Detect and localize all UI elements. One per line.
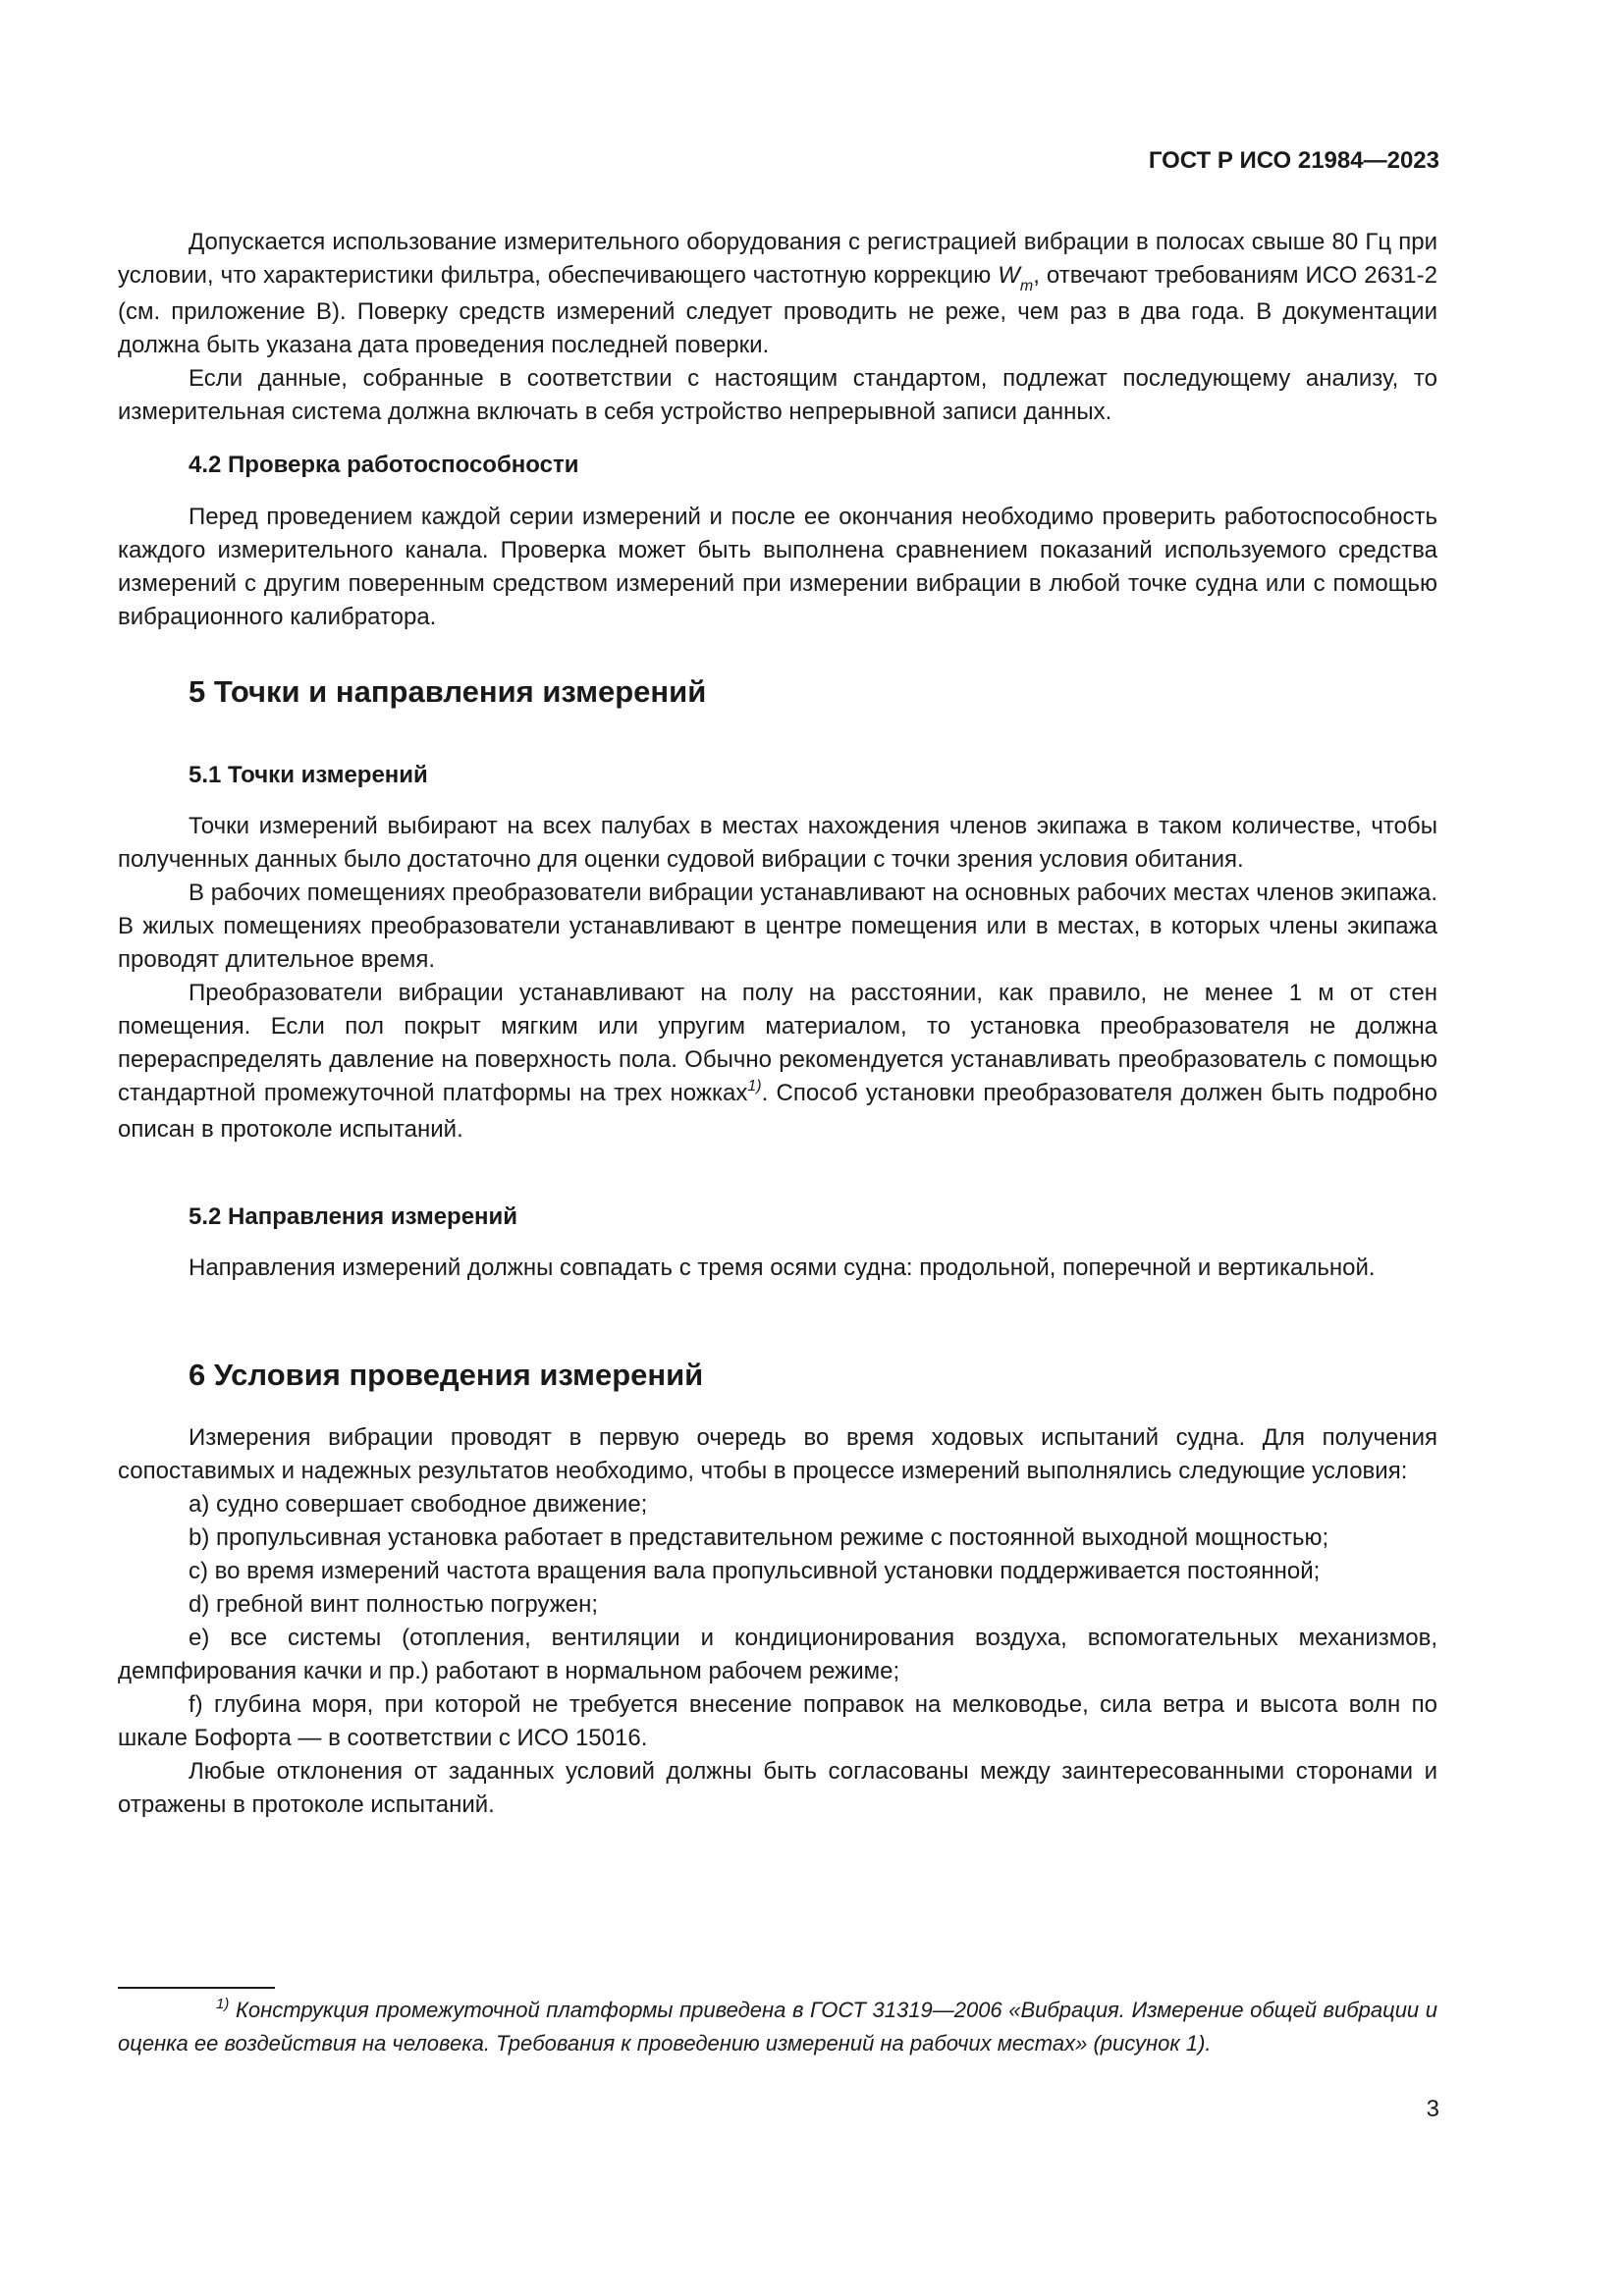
paragraph: Преобразователи вибрации устанавливают на полу на расстоянии, как правило, не менее 1 м от стен помещения. Если пол покрыт мягким или упругим материалом, то установка преобразователя не должна перераспределять давление на поверхность пола. Обычно рекомендуется устанавливать преобразователь с помощью стандартной промежуточной платформы на трех ножках$^{1)}$. Способ установки преобразователя должен быть подробно описан в протоколе испытаний. [118,980,1438,1143]
section-heading-5: 5 Точки и направления измерений [189,674,707,709]
list-item: f) глубина моря, при которой не требуется внесение поправок на мелководье, сила ветра и высота волн по шкале Бофорта — в соответствии с ИСО 15016. [118,1691,1437,1751]
list-item: b) пропульсивная установка работает в представительном режиме с постоянной выходной мощностью; [189,1524,1329,1551]
subscript: m [1019,278,1034,294]
list-item: a) судно совершает свободное движение; [189,1491,648,1518]
paragraph: Измерения вибрации проводят в первую очередь во время ходовых испытаний судна. Для получения сопоставимых и надежных результатов необходимо, чтобы в процессе измерений выполнялись следующие условия: [118,1424,1437,1484]
section-6-body [118,1421,1437,1822]
footnote-mark: 1) [216,1996,230,2012]
page-number: 3 [1426,2096,1439,2122]
intro-block [118,226,1437,429]
footnote [118,1995,1437,2058]
subsection-heading-5-2: 5.2 Направления измерений [189,1203,518,1230]
document-header: ГОСТ Р ИСО 21984—2023 [1148,147,1439,174]
section-5-2-body [118,1252,1437,1285]
footnote-separator [118,1987,275,1989]
paragraph: Любые отклонения от заданных условий должны быть согласованы между заинтересованными сторонами и отражены в протоколе испытаний. [118,1758,1437,1818]
paragraph: Если данные, собранные в соответствии с настоящим стандартом, подлежат последующему анализу, то измерительная система должна включать в себя устройство непрерывной записи данных. [118,365,1437,425]
footnote-text: Конструкция промежуточной платформы приведена в ГОСТ 31319—2006 «Вибрация. Измерение общей вибрации и оценка ее воздействия на человека. Требования к проведению измерений на рабочих местах» (рисунок 1). [118,1998,1437,2056]
list-item: d) гребной винт полностью погружен; [189,1591,599,1618]
section-4-2-body [118,501,1437,634]
list-item: e) все системы (отопления, вентиляции и кондиционирования воздуха, вспомогательных механизмов, демпфирования качки и пр.) работают в нормальном рабочем режиме; [118,1625,1437,1684]
footnote-reference: 1) [747,1078,762,1095]
list-item: c) во время измерений частота вращения вала пропульсивной установки поддерживается постоянной; [189,1558,1321,1584]
section-5-1-body [118,810,1437,1147]
paragraph: В рабочих помещениях преобразователи вибрации устанавливают на основных рабочих местах членов экипажа. В жилых помещениях преобразователи устанавливают в центре помещения или в местах, в которых члены экипажа проводят длительное время. [118,880,1437,973]
subsection-heading-4-2: 4.2 Проверка работоспособности [189,452,579,478]
section-heading-6: 6 Условия проведения измерений [189,1358,704,1392]
subsection-heading-5-1: 5.1 Точки измерений [189,762,428,788]
paragraph: Точки измерений выбирают на всех палубах в местах нахождения членов экипажа в таком количестве, чтобы полученных данных было достаточно для оценки судовой вибрации с точки зрения условия обитания. [118,813,1437,873]
frequency-weighting-symbol: W [998,262,1020,289]
paragraph: Допускается использование измерительного оборудования с регистрацией вибрации в полосах свыше 80 Гц при условии, что характеристики фильтра, обеспечивающего частотную коррекцию $W_m$, отвечают требованиям ИСО 2631-2 (см. приложение В). Поверку средств измерений следует проводить не реже, чем раз в два года. В документации должна быть указана дата проведения последней поверки. [118,229,1437,358]
paragraph: Направления измерений должны совпадать с тремя осями судна: продольной, поперечной и вертикальной. [189,1255,1376,1281]
paragraph: Перед проведением каждой серии измерений и после ее окончания необходимо проверить работоспособность каждого измерительного канала. Проверка может быть выполнена сравнением показаний используемого средства измерений с другим поверенным средством измерений при измерении вибрации в любой точке судна или с помощью вибрационного калибратора. [118,504,1437,630]
